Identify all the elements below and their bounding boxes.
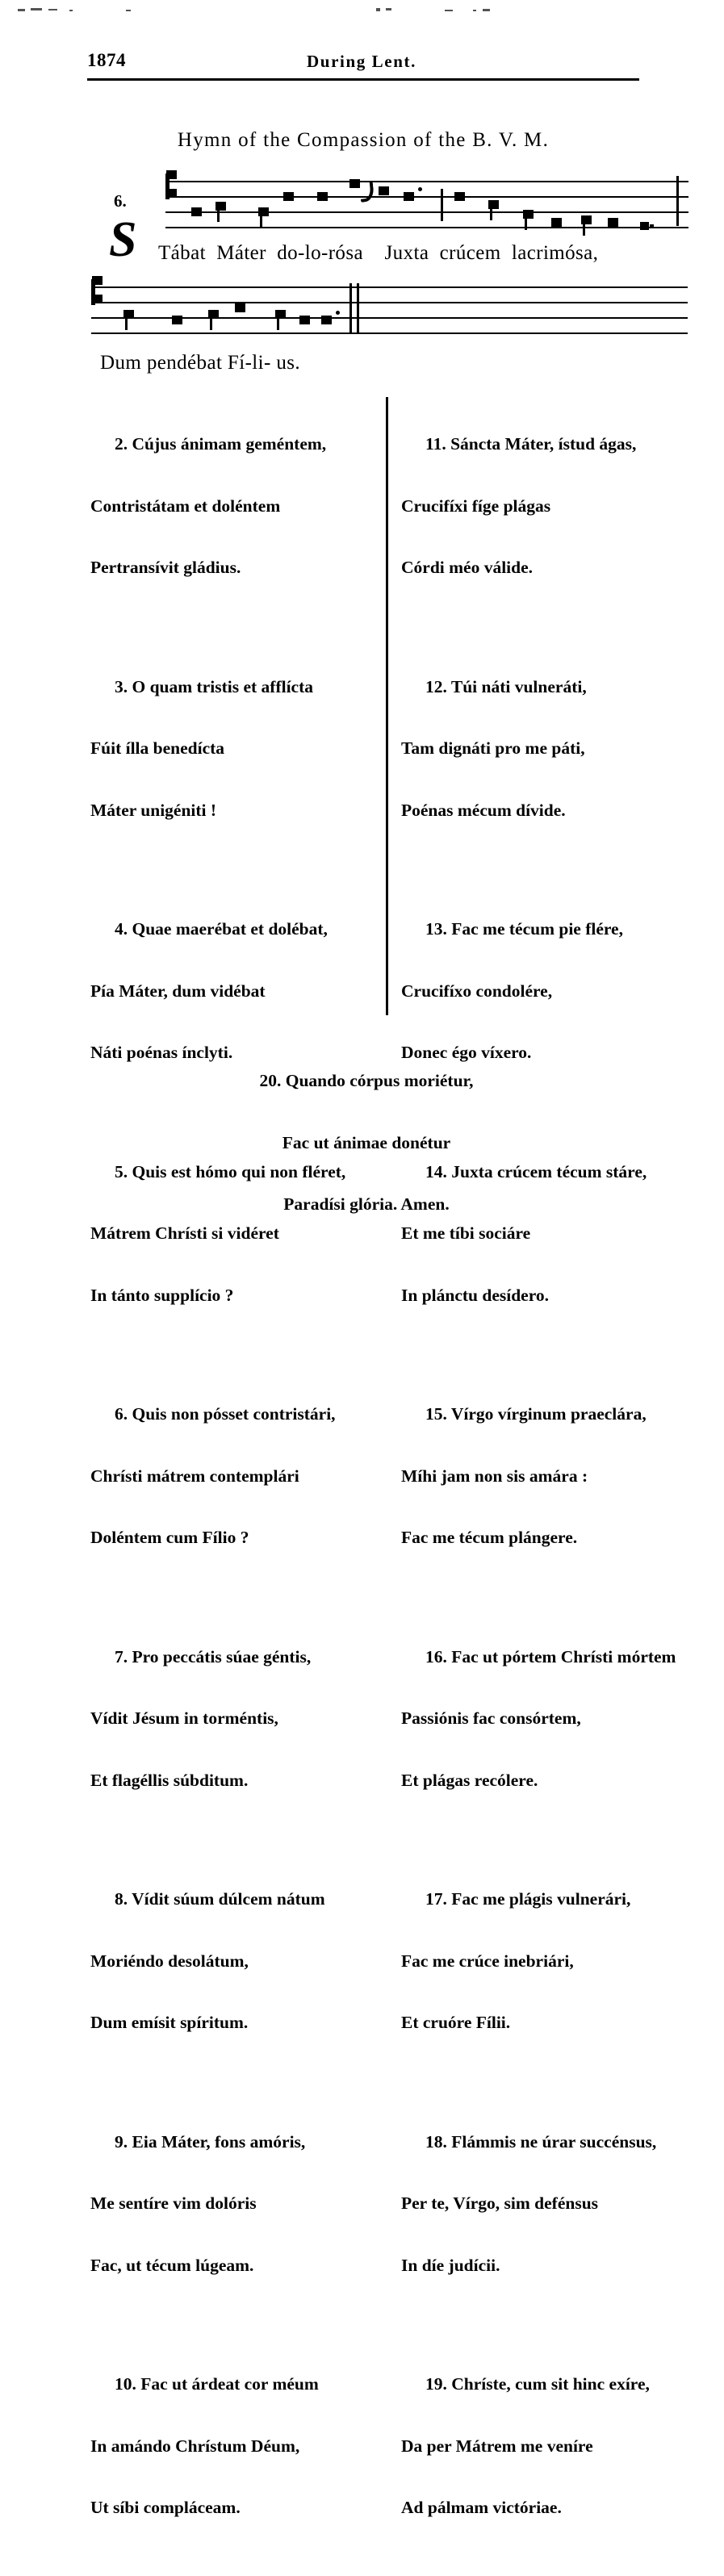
scan-speckle [473,10,476,11]
verse-line: 19. Chríste, cum sit hinc exíre, [425,2374,650,2394]
chant-text-line-1: Tábat Máter do-lo-rósa Juxta crúcem lacrimósa, [158,242,599,264]
verse-line: 8. Vídit súum dúlcem nátum [115,1889,325,1909]
neume-stem [210,318,212,330]
verse-line: 18. Flámmis ne úrar succénsus, [425,2131,657,2152]
neume-stem [260,215,262,228]
verse-line: Contristátam et doléntem [90,496,281,516]
header-rule [87,78,639,81]
scan-speckle [31,8,42,10]
neume-stem [525,218,527,230]
verse-line: Fúit ílla benedícta [90,738,225,758]
neume-mora-dot [336,311,340,315]
staff-line [165,196,688,198]
neume-punctum [454,192,465,201]
verse-column-left [90,393,375,2576]
verse-line: 20. Quando córpus moriétur, [259,1071,474,1090]
verse-line: Et plágas recólere. [401,1770,538,1790]
neume-stem [277,318,279,330]
verse-line: 5. Quis est hómo qui non fléret, [115,1161,346,1181]
verse-line: Ad pálmam victóriae. [401,2498,562,2517]
barline [676,176,679,226]
staff-line [165,211,688,213]
verse-line: 6. Quis non pósset contristári, [115,1404,336,1424]
verse-line: Vídit Jésum in torméntis, [90,1708,278,1728]
staff-line [165,227,688,228]
verse-line: Moriéndo desolátum, [90,1951,249,1971]
neume-stem [217,210,220,222]
verse-line: Doléntem cum Fílio ? [90,1528,249,1547]
verse-line: Crucifíxi fíge plágas [401,496,551,516]
page-header [87,50,636,77]
verse-line: Crucifíxo condolére, [401,981,553,1001]
scan-speckle [386,8,391,10]
verse-line: In plánctu desídero. [401,1285,549,1305]
verse-line: Fac ut ánimae donétur [282,1132,451,1152]
verse-line: In amándo Chrístum Déum, [90,2436,300,2456]
verse-line: Donec égo víxero. [401,1043,532,1062]
verse-block [401,636,685,863]
staff-line [91,302,688,303]
custos-icon [640,222,649,230]
verse-line: Da per Mátrem me veníre [401,2436,593,2456]
staff-line [165,181,688,182]
staff-line [91,332,688,334]
verse-line: 17. Fac me plágis vulnerári, [425,1889,631,1909]
neume-punctum [191,207,202,216]
verse-block [401,2091,685,2318]
verse-block [401,1363,685,1590]
verse-block [401,1848,685,2075]
neume-stem [125,318,128,330]
verse-line: 14. Juxta crúcem técum stáre, [425,1161,647,1181]
verse-line: Et flagéllis súbditum. [90,1770,249,1790]
verse-line: Ut síbi compláceam. [90,2498,241,2517]
verse-line: Me sentíre vim dolóris [90,2193,257,2213]
verse-line: Fac, ut técum lúgeam. [90,2255,254,2275]
verse-line: Et me tíbi sociáre [401,1223,531,1243]
verse-block [90,1606,375,1833]
verse-line: Míhi jam non sis amára : [401,1466,588,1486]
chant-system-1 [165,181,688,231]
verse-line: 10. Fac ut árdeat cor méum [115,2374,319,2394]
neume-punctum [283,192,294,201]
verse-block [90,2091,375,2318]
verse-column-right [401,393,685,2576]
verse-line: Náti poénas ínclyti. [90,1043,233,1062]
neume-punctum [551,218,562,227]
double-barline [349,283,352,333]
c-clef-icon [165,174,178,199]
c-clef-icon [91,279,104,305]
drop-cap-initial: S [109,212,137,267]
verse-line: Mátrem Chrísti si vidéret [90,1223,279,1243]
verse-line: 3. O quam tristis et afflícta [115,676,314,696]
neume-stem [490,208,492,220]
scan-speckle [69,10,73,11]
verse-line: 2. Cújus ánimam geméntem, [115,434,327,454]
verse-line: Fac me técum plángere. [401,1528,578,1547]
scan-speckle [376,8,380,11]
verse-line: 11. Sáncta Máter, ístud ágas, [425,434,637,454]
verse-line: Pía Máter, dum vidébat [90,981,266,1001]
verse-line: In tánto supplício ? [90,1285,234,1305]
verse-line: In díe judícii. [401,2255,500,2275]
verse-line: Et cruóre Fílii. [401,2013,511,2032]
neume-punctum [172,316,182,324]
final-verse-block [90,1030,642,1257]
verse-line: Poénas mécum dívide. [401,800,566,820]
verse-line: Máter unigéniti ! [90,800,217,820]
verse-block [90,1363,375,1590]
verse-line: Per te, Vírgo, sim defénsus [401,2193,599,2213]
verse-line: Tam dignáti pro me páti, [401,738,585,758]
chant-text-line-2: Dum pendébat Fí-li- us. [100,352,301,374]
scan-speckle [126,10,131,11]
neume-punctum [379,186,389,195]
hymn-number: 6. [114,191,127,211]
verse-line: Pertransívit gládius. [90,558,241,577]
scan-speckle [483,9,490,11]
scan-speckle [445,10,453,11]
chant-system-2 [91,286,688,337]
verse-line: Dum emísit spíritum. [90,2013,249,2032]
neume-punctum [299,316,310,324]
folio-number: 1874 [87,50,126,70]
verse-block [90,2333,375,2560]
neume-punctum [317,192,328,201]
neume-mora-dot [418,187,422,191]
column-divider [386,397,388,1015]
running-title: During Lent. [307,52,416,71]
verse-line: Chrísti mátrem contemplári [90,1466,299,1486]
scan-speckle [48,9,57,10]
verse-block [90,636,375,863]
verse-block [401,393,685,620]
verse-block [90,1848,375,2075]
neume-stem [583,224,585,236]
verse-line: 16. Fac ut pórtem Chrísti mórtem [425,1646,676,1666]
verse-block [401,1606,685,1833]
verse-line: 4. Quae maerébat et dolébat, [115,919,328,939]
verse-block [90,393,375,620]
verse-line: Fac me crúce inebriári, [401,1951,574,1971]
verse-line: 15. Vírgo vírginum praeclára, [425,1404,647,1424]
neume-punctum [235,303,245,312]
scan-speckle [18,9,25,11]
verse-line: Passiónis fac consórtem, [401,1708,581,1728]
verse-line: Córdi méo válide. [401,558,534,577]
quarter-bar-divider [441,189,443,221]
chant-staff [91,286,688,334]
verse-line: 9. Eia Máter, fons amóris, [115,2131,306,2152]
verse-line: 13. Fac me técum pie flére, [425,919,623,939]
hymn-title: Hymn of the Compassion of the B. V. M. [177,129,550,151]
verse-line: 12. Túi náti vulneráti, [425,676,587,696]
neume-punctum [321,316,332,324]
double-barline [357,283,359,333]
verse-block [401,2333,685,2560]
staff-line [91,286,688,288]
verse-line: 7. Pro peccátis súae géntis, [115,1646,312,1666]
neume-punctum [608,218,618,227]
verse-line: Paradísi glória. Amen. [283,1194,450,1214]
neume-punctum [404,192,414,201]
